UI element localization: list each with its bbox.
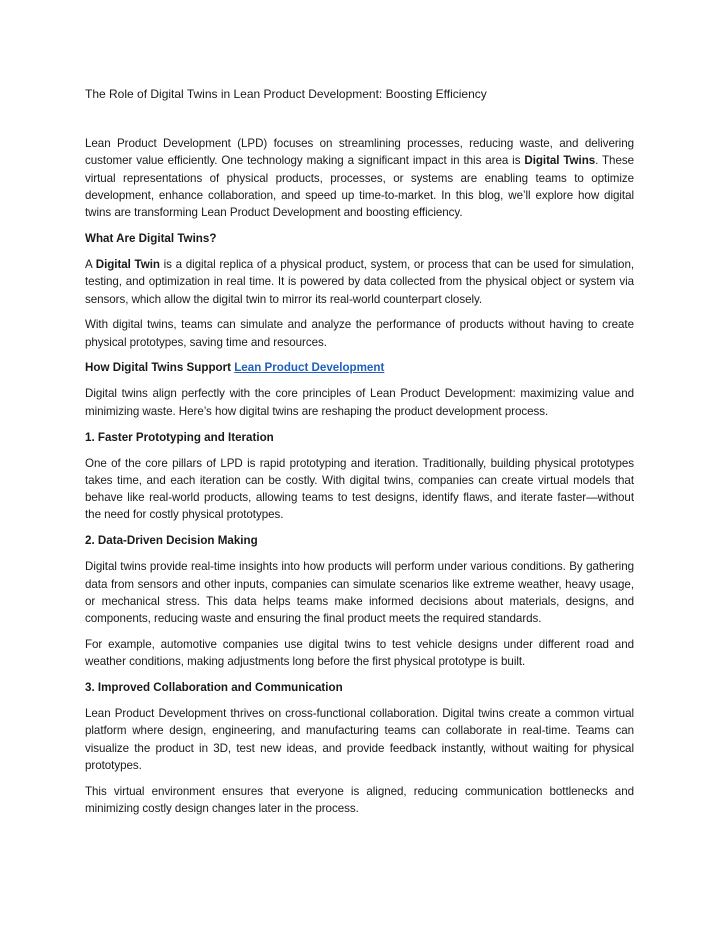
- intro-text-start: Lean Product Development (LPD) focuses on streamlining processes, reducing waste, and delivering customer value efficiently. One technology making a significant impact in this area is: [85, 137, 634, 168]
- section-3-paragraph-2: This virtual environment ensures that everyone is aligned, reducing communication bottlenecks and minimizing costly design changes later in the process.: [85, 784, 634, 816]
- intro-text-end: . These virtual representations of physical products, processes, or systems are enabling teams to optimize development, enhance collaboration, and speed up time-to-market. In this blog, we’ll explore how digital twins are transforming Lean Product Development and boosting efficiency.: [85, 154, 634, 220]
- section-1-heading: 1. Faster Prototyping and Iteration: [85, 430, 274, 444]
- section-2-heading: 2. Data-Driven Decision Making: [85, 534, 258, 548]
- page-title: The Role of Digital Twins in Lean Product Development: Boosting Efficiency: [85, 87, 487, 101]
- section-1-paragraph-1: One of the core pillars of LPD is rapid prototyping and iteration. Traditionally, building physical prototypes takes time, and each iteration can be costly. With digital twins, companies can create virtual models that behave like real-world products, allowing teams to test designs, identify flaws, and iterate faster—without the need for costly physical prototypes.: [85, 456, 634, 522]
- section-3-paragraph-1: Lean Product Development thrives on cross-functional collaboration. Digital twins create a common virtual platform where design, engineering, and manufacturing teams can collaborate in real-time. Teams can visualize the product in 3D, test new ideas, and provide feedback instantly, without waiting for physical prototypes.: [85, 707, 634, 772]
- section-2-paragraph-2: For example, automotive companies use digital twins to test vehicle designs under different road and weather conditions, making adjustments long before the first physical prototype is built.: [85, 637, 634, 669]
- what-p1-bold-term: Digital Twin: [95, 257, 160, 271]
- what-p1-end: is a digital replica of a physical product, system, or process that can be used for simulation, testing, and optimization in real time. It is powered by data collected from the physical object or system via sensors, which allow the digital twin to mirror its real-world counterpart closely.: [85, 257, 635, 306]
- intro-paragraph: [85, 135, 634, 221]
- section-2-paragraph-1: Digital twins provide real-time insights into how products will perform under various conditions. By gathering data from sensors and other inputs, companies can simulate scenarios like extreme weather, heavy usage, or mechanical stress. This data helps teams make informed decisions about materials, designs, and components, reducing waste and ensuring the final product meets the required standards.: [85, 560, 634, 626]
- how-paragraph-1: Digital twins align perfectly with the core principles of Lean Product Development: maximizing value and minimizing waste. Here’s how digital twins are reshaping the product development process.: [85, 387, 634, 418]
- lean-product-development-link[interactable]: Lean Product Development: [234, 361, 385, 375]
- what-p1-start: A: [85, 257, 96, 271]
- how-heading-prefix: How Digital Twins Support: [85, 361, 235, 375]
- intro-bold-term: Digital Twins: [524, 154, 596, 168]
- what-paragraph-1: [85, 256, 634, 308]
- section-3-heading: 3. Improved Collaboration and Communication: [85, 681, 343, 695]
- what-paragraph-2: With digital twins, teams can simulate and analyze the performance of products without having to create physical prototypes, saving time and resources.: [85, 318, 634, 349]
- how-section-heading: [85, 359, 634, 376]
- what-section-heading: What Are Digital Twins?: [85, 231, 217, 245]
